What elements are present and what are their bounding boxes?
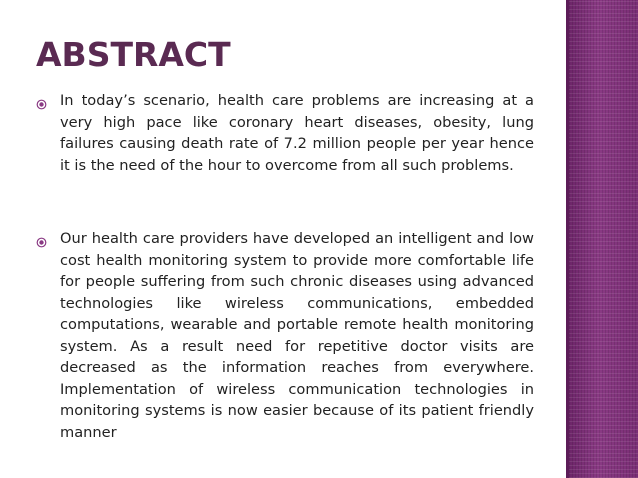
- decorative-side-band: [566, 0, 638, 478]
- circle-bullet-icon: [36, 95, 47, 106]
- bullet-text: Our health care providers have developed an intelligent and low cost health monitoring system to provide more comfortable life for people suffering from such chronic diseases using advanced technologies like wireless communications, embedded computations, wearable and portable remote health monitoring system. As a result need for repetitive doctor visits are decreased as the information reaches from everywhere. Implementation of wireless communication technologies in monitoring systems is now easier because of its patient friendly manner: [60, 230, 534, 441]
- side-band-edge: [566, 0, 569, 478]
- bullet-text: In today’s scenario, health care problems are increasing at a very high pace like coronary heart diseases, obesity, lung failures causing death rate of 7.2 million people per year hence it is the need of the hour to overcome from all such problems.: [60, 92, 534, 174]
- slide-title: ABSTRACT: [36, 35, 231, 74]
- circle-bullet-icon: [36, 233, 47, 244]
